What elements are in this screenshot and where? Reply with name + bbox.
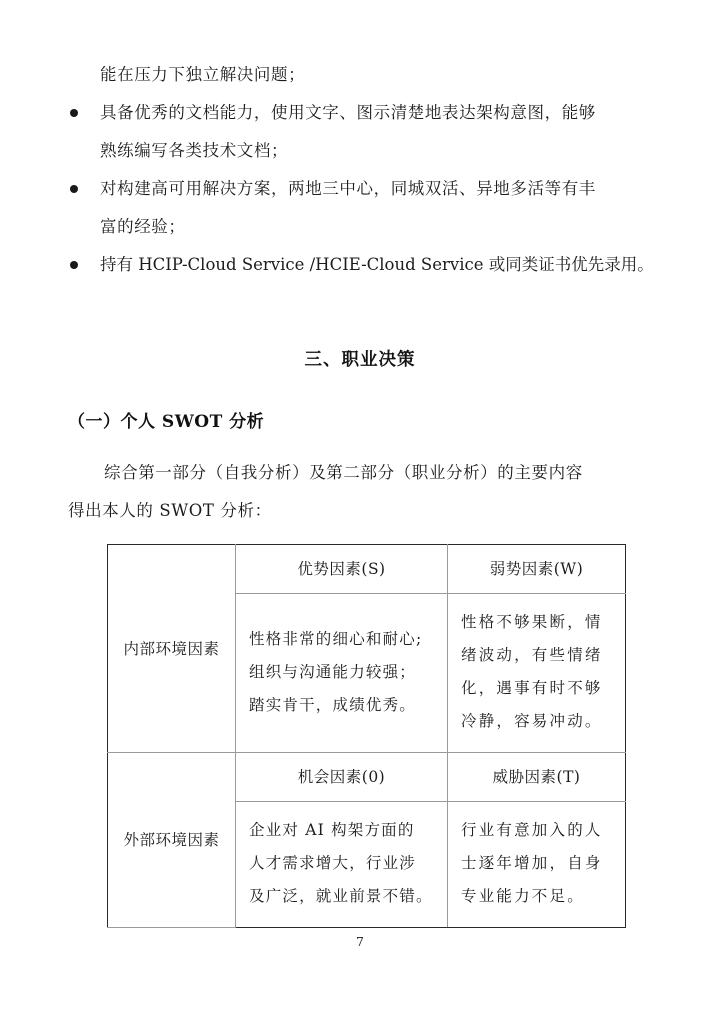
list-item-text [100,94,652,170]
text-line: 冷静，容易冲动。 [461,712,603,730]
row-label-internal [108,545,236,753]
column-header-weaknesses: 弱势因素(W) [448,545,626,594]
text-line: 企业对 AI 构架方面的 [249,821,415,839]
text-line: 性格非常的细心和耐心; [249,629,423,648]
text-line: 得出本人的 SWOT 分析： [68,501,272,520]
cell-strengths [236,594,448,753]
column-header-threats: 威胁因素(T) [448,753,626,802]
text-line: 对构建高可用解决方案，两地三中心，同城双活、异地多活等有丰 [100,179,596,198]
text-line: 熟练编写各类技术文档； [100,141,289,160]
table-row [108,545,626,594]
cell-content [448,594,625,752]
text-line: 综合第一部分（自我分析）及第二部分（职业分析）的主要内容 [104,463,583,482]
text-line: 性格不够果断，情 [461,613,603,631]
cell-weaknesses [448,594,626,753]
cell-threats [448,802,626,928]
subsection-heading: （一）个人 SWOT 分析 [68,412,265,432]
vertical-spacer [68,284,652,346]
row-label-text: 内部环境因素 [123,639,220,658]
cell-content [448,802,625,927]
list-item [68,246,652,284]
intro-paragraph [68,454,652,530]
swot-table-container [107,544,622,928]
text-line: 士逐年增加，自身 [461,854,603,872]
row-label-external [108,753,236,928]
vertical-spacer [68,432,652,454]
swot-analysis-table [107,544,626,928]
cell-content [236,802,447,927]
bullet-point-icon [70,185,78,193]
text-line: 绪波动，有些情绪 [461,646,603,664]
cell-content [236,611,447,736]
text-line: 专业能力不足。 [461,887,585,905]
column-header-opportunities: 机会因素(0) [236,753,448,802]
row-label-text: 外部环境因素 [123,831,220,849]
text-line: 踏实肯干，成绩优秀。 [249,695,417,714]
text-line: 行业有意加入的人 [461,821,603,839]
text-line: 组织与沟通能力较强； [249,662,417,681]
column-header-strengths: 优势因素(S) [236,545,448,594]
page-number: 7 [356,934,364,949]
list-item-text [100,246,652,284]
list-item-text [100,170,652,246]
table-row [108,753,626,802]
vertical-spacer [68,530,652,544]
bullet-point-icon [70,109,78,117]
continued-text-line: 能在压力下独立解决问题； [100,65,306,84]
vertical-spacer [68,371,652,407]
page-title: 三、职业决策 [304,350,416,370]
cell-opportunities [236,802,448,928]
requirements-bullet-list [68,94,652,284]
bullet-point-icon [70,261,78,269]
text-line: 持有 HCIP-Cloud Service /HCIE-Cloud Service 或同类证书优先录用。 [100,255,654,274]
list-item [68,94,652,170]
text-line: 富的经验； [100,217,186,236]
text-line: 及广泛，就业前景不错。 [249,887,433,905]
list-item [68,170,652,246]
text-line: 具备优秀的文档能力，使用文字、图示清楚地表达架构意图，能够 [100,103,596,122]
page-content [68,56,652,928]
text-line: 人才需求增大，行业涉 [249,854,417,872]
text-line: 化，遇事有时不够 [461,679,603,697]
